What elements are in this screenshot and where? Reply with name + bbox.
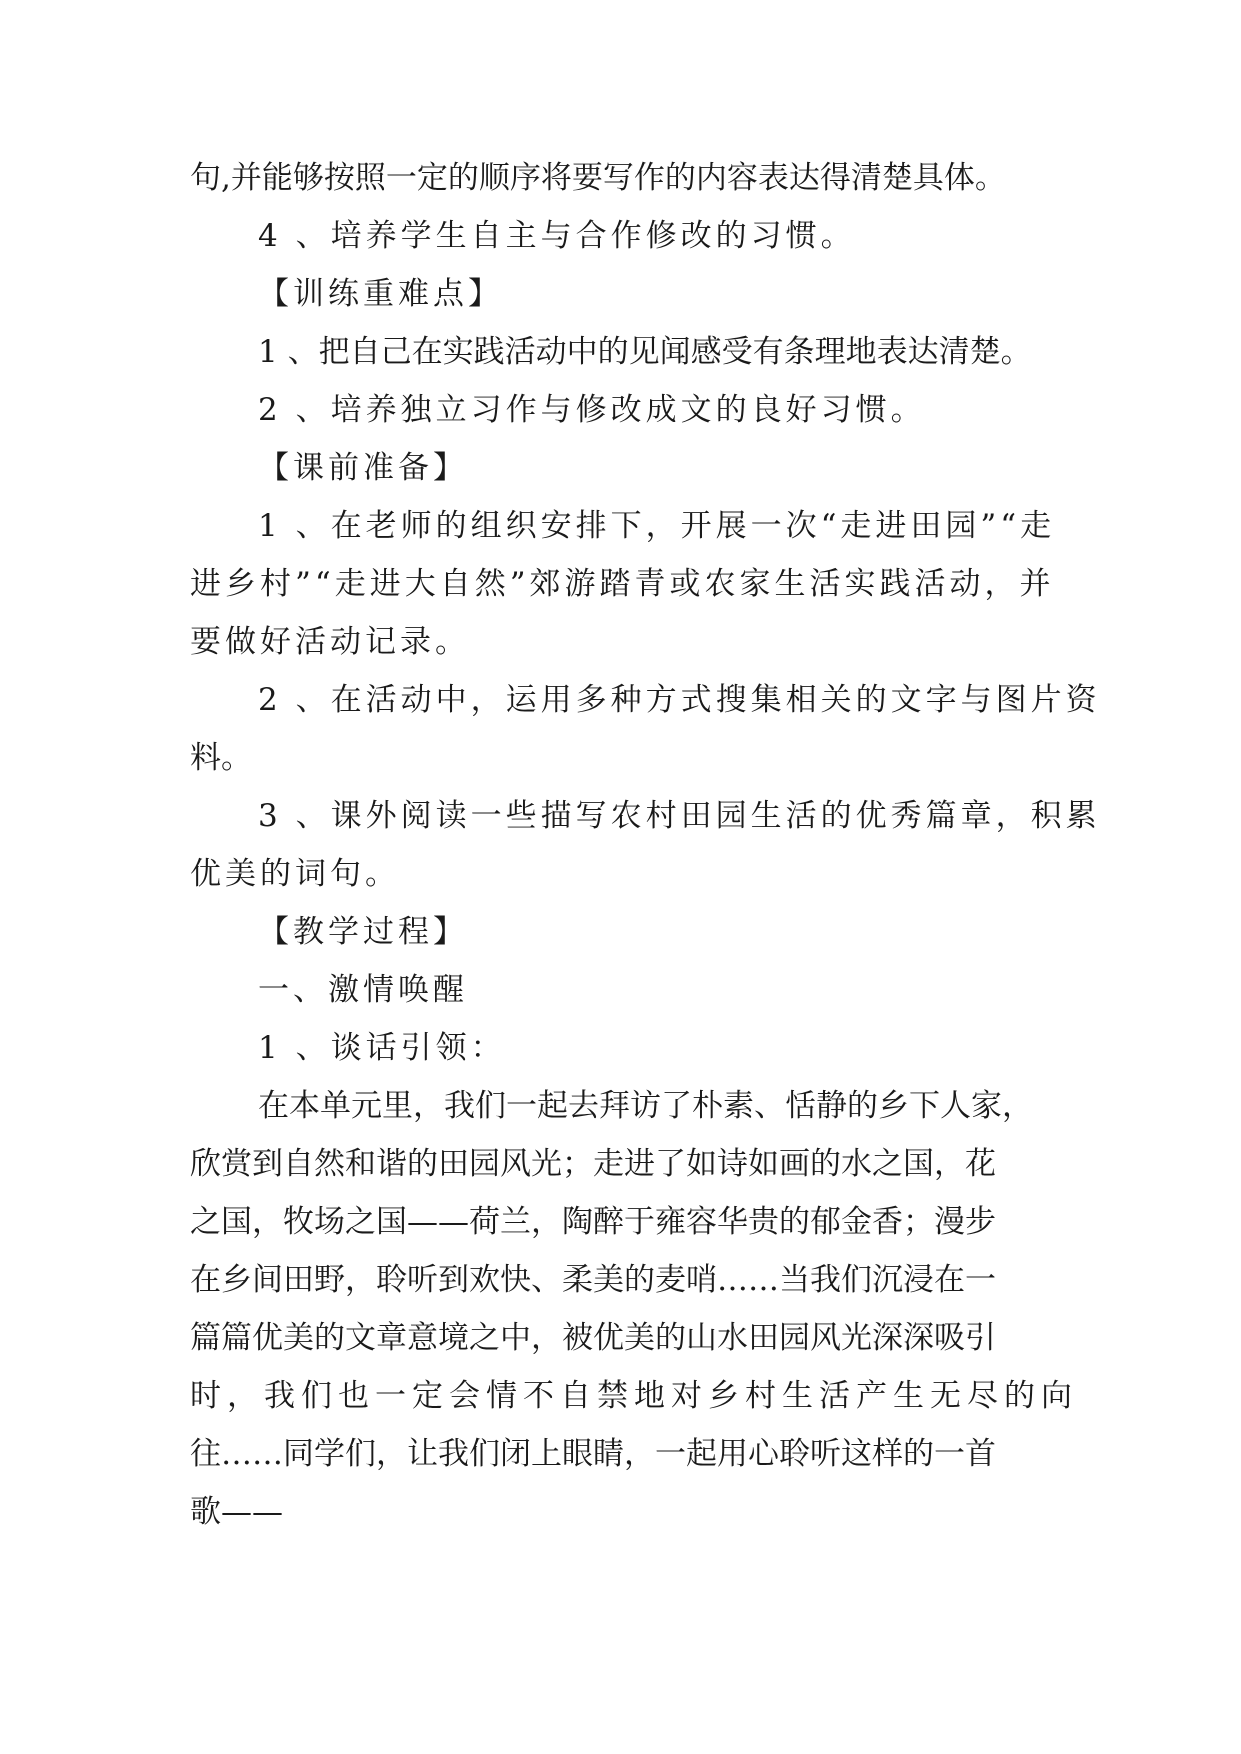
paragraph-line-1: 句,并能够按照一定的顺序将要写作的内容表达得清楚具体。 [190,160,1006,196]
paragraph-line-12: 3 、课外阅读一些描写农村田园生活的优秀篇章，积累 [258,798,1101,834]
paragraph-line-7: 1 、在老师的组织安排下，开展一次“走进田园”“走 [258,508,1056,544]
paragraph-line-18: 欣赏到自然和谐的田园风光；走进了如诗如画的水之国，花 [190,1146,996,1182]
paragraph-line-5: 2 、培养独立习作与修改成文的良好习惯。 [258,392,926,428]
paragraph-line-21: 篇篇优美的文章意境之中，被优美的山水田园风光深深吸引 [190,1320,996,1356]
section-heading-process: 【教学过程】 [258,914,468,950]
paragraph-line-23: 往……同学们，让我们闭上眼睛，一起用心聆听这样的一首 [190,1436,996,1472]
paragraph-line-16: 1 、谈话引领： [258,1030,506,1066]
paragraph-line-11: 料。 [190,740,252,776]
section-heading-preparation: 【课前准备】 [258,450,468,486]
paragraph-line-17: 在本单元里，我们一起去拜访了朴素、恬静的乡下人家， [258,1088,1033,1124]
paragraph-line-20: 在乡间田野，聆听到欢快、柔美的麦哨……当我们沉浸在一 [190,1262,996,1298]
subsection-heading-arousal: 一、激情唤醒 [258,972,468,1008]
paragraph-line-2: 4 、培养学生自主与合作修改的习惯。 [258,218,856,254]
paragraph-line-13: 优美的词句。 [190,856,400,892]
paragraph-line-22: 时，我们也一定会情不自禁地对乡村生活产生无尽的向 [190,1378,1078,1414]
paragraph-line-8: 进乡村”“走进大自然”郊游踏青或农家生活实践活动，并 [190,566,1055,602]
paragraph-line-4: 1 、把自己在实践活动中的见闻感受有条理地表达清楚。 [258,334,1032,370]
paragraph-line-19: 之国，牧场之国——荷兰，陶醉于雍容华贵的郁金香；漫步 [190,1204,996,1240]
paragraph-line-24: 歌—— [190,1494,283,1530]
paragraph-line-10: 2 、在活动中，运用多种方式搜集相关的文字与图片资 [258,682,1101,718]
paragraph-line-9: 要做好活动记录。 [190,624,470,660]
section-heading-difficulties: 【训练重难点】 [258,276,503,312]
